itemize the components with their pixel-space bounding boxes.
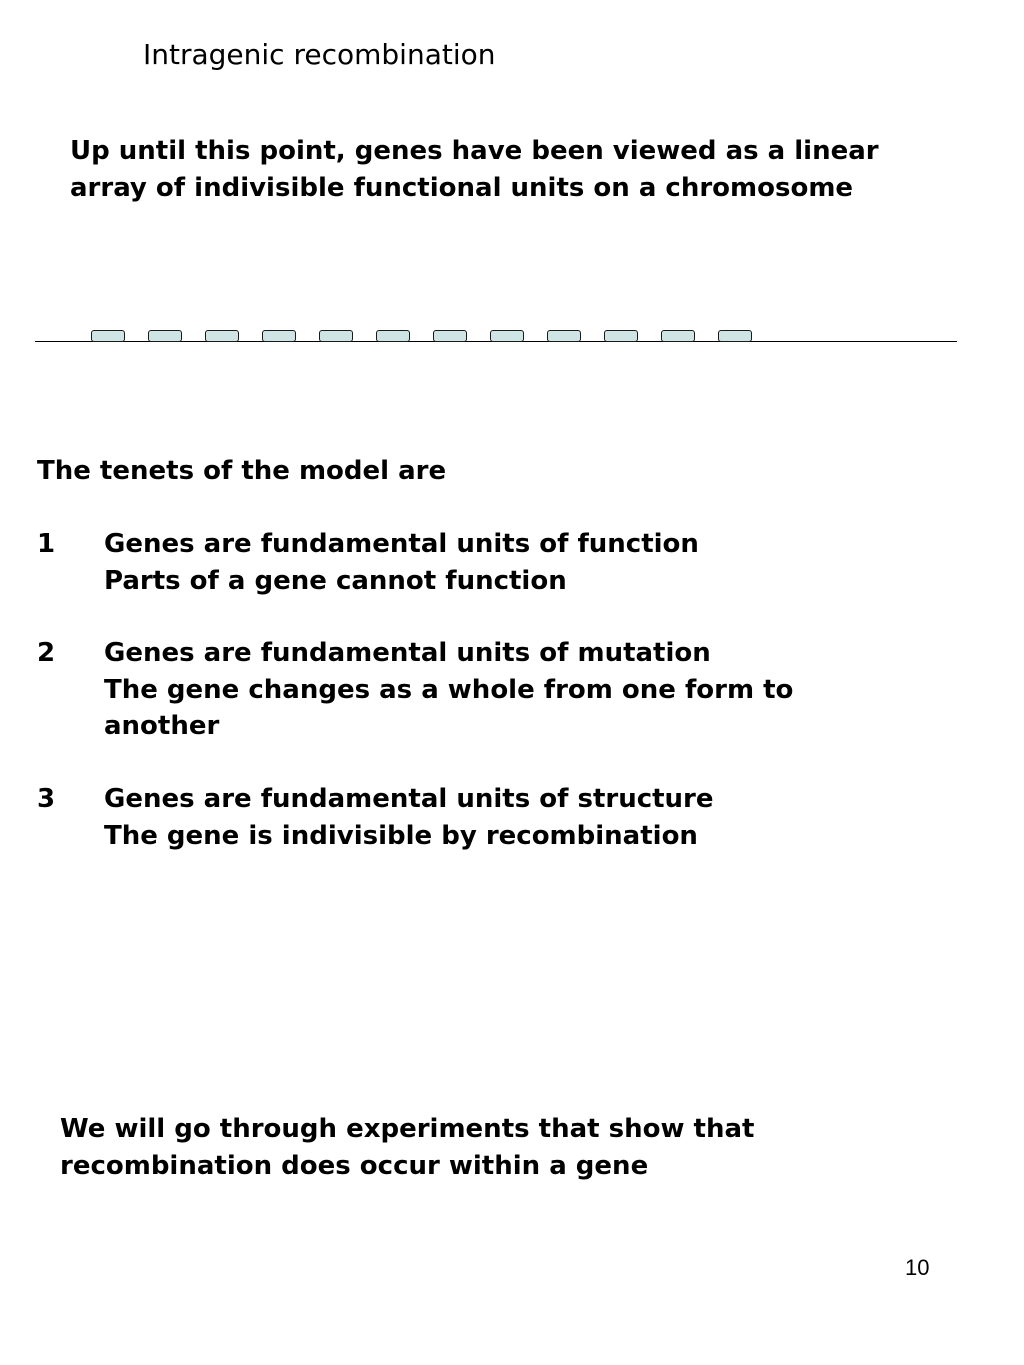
tenet-line: Genes are fundamental units of function xyxy=(104,529,699,559)
tenet-line: Parts of a gene cannot function xyxy=(104,565,567,596)
gene-box xyxy=(547,330,581,342)
tenet-line: Genes are fundamental units of mutation xyxy=(104,638,711,668)
closing-line-2: recombination does occur within a gene xyxy=(60,1150,649,1181)
tenet-line: Genes are fundamental units of structure xyxy=(104,784,714,814)
gene-box xyxy=(490,330,524,342)
gene-box xyxy=(718,330,752,342)
closing-line-1: We will go through experiments that show that xyxy=(60,1114,755,1144)
closing-text xyxy=(60,1111,754,1184)
slide-title: Intragenic recombination xyxy=(143,38,496,71)
gene-box xyxy=(262,330,296,342)
gene-box xyxy=(205,330,239,342)
tenet-line: another xyxy=(104,711,220,741)
tenet-number: 2 xyxy=(37,638,56,668)
tenet-number: 3 xyxy=(37,784,56,814)
gene-box xyxy=(433,330,467,342)
gene-box xyxy=(319,330,353,342)
page-number: 10 xyxy=(905,1255,930,1280)
gene-box xyxy=(661,330,695,342)
gene-box xyxy=(91,330,125,342)
tenet-number: 1 xyxy=(37,529,56,559)
gene-box xyxy=(604,330,638,342)
gene-box xyxy=(376,330,410,342)
intro-text xyxy=(70,133,879,206)
intro-line-2: array of indivisible functional units on a chromosome xyxy=(70,172,854,203)
chromosome-diagram xyxy=(35,326,957,348)
tenet-line: The gene changes as a whole from one form to xyxy=(104,674,794,705)
tenets-heading: The tenets of the model are xyxy=(37,456,447,486)
tenet-line: The gene is indivisible by recombination xyxy=(104,820,698,851)
gene-box xyxy=(148,330,182,342)
intro-line-1: Up until this point, genes have been viewed as a linear xyxy=(70,136,879,166)
